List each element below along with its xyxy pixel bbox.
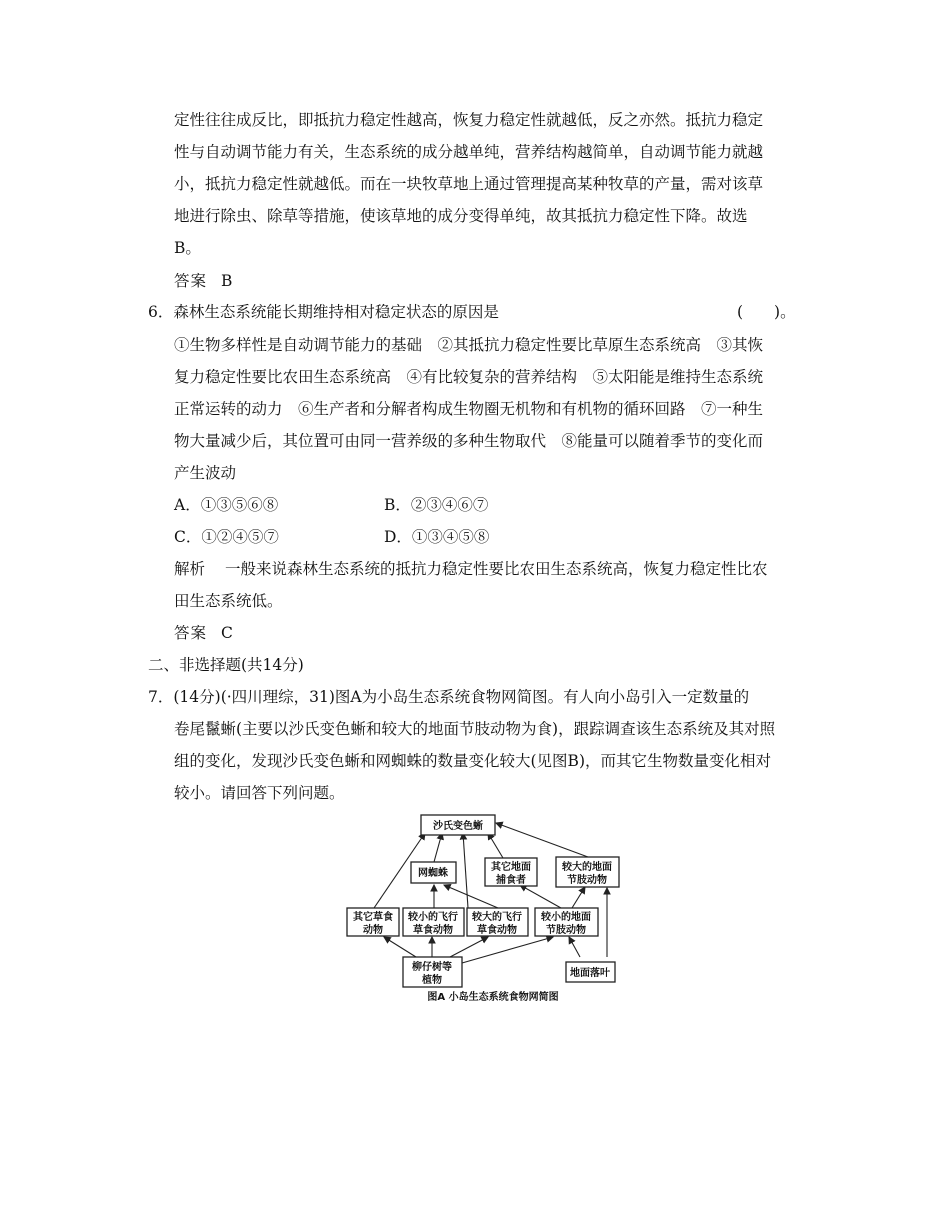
node-spider xyxy=(411,862,456,883)
option-b: B．②③④⑥⑦ xyxy=(384,496,489,514)
svg-text:植物: 植物 xyxy=(422,975,442,986)
analysis-label: 解析 xyxy=(174,560,206,578)
answer-value: C xyxy=(221,624,233,642)
question-7-body: 较小。请回答下列问题。 xyxy=(174,784,345,802)
svg-text:较大的飞行: 较大的飞行 xyxy=(472,912,522,923)
node-other-herbivores xyxy=(347,908,399,936)
svg-text:网蜘蛛: 网蜘蛛 xyxy=(418,868,448,879)
svg-text:较大的地面: 较大的地面 xyxy=(562,862,612,873)
option-d: D．①③④⑤⑧ xyxy=(384,528,490,546)
question-number: 6． xyxy=(148,303,174,321)
svg-text:节肢动物: 节肢动物 xyxy=(546,925,586,936)
question-6-body: 正常运转的动力 ⑥生产者和分解者构成生物圈无机物和有机物的循环回路 ⑦一种生 xyxy=(174,400,764,418)
answer-blank: ( )。 xyxy=(737,303,796,321)
q5-explanation-line: 小，抵抗力稳定性就越低。而在一块牧草地上通过管理提高某种牧草的产量，需对该草 xyxy=(174,175,764,193)
food-web-arrows xyxy=(374,823,607,963)
svg-text:草食动物: 草食动物 xyxy=(477,925,517,936)
svg-text:节肢动物: 节肢动物 xyxy=(567,875,607,886)
q5-explanation-line: 定性往往成反比，即抵抗力稳定性越高，恢复力稳定性就越低，反之亦然。抵抗力稳定 xyxy=(174,111,764,129)
svg-text:较小的地面: 较小的地面 xyxy=(541,912,591,923)
q5-explanation-line: 地进行除虫、除草等措施，使该草地的成分变得单纯，故其抵抗力稳定性下降。故选 xyxy=(174,207,748,225)
node-small-flying-herbivores xyxy=(403,908,464,936)
svg-text:地面落叶: 地面落叶 xyxy=(570,968,610,979)
svg-text:较小的飞行: 较小的飞行 xyxy=(408,912,458,923)
question-7-body: 组的变化，发现沙氏变色蜥和网蜘蛛的数量变化较大(见图B)，而其它生物数量变化相对 xyxy=(174,752,771,770)
node-small-ground-arthropods xyxy=(535,908,598,936)
question-6-body: ①生物多样性是自动调节能力的基础 ②其抵抗力稳定性要比草原生态系统高 ③其恢 xyxy=(174,336,764,354)
node-large-ground-arthropods xyxy=(556,857,619,887)
question-6-body: 产生波动 xyxy=(174,464,237,482)
svg-text:草食动物: 草食动物 xyxy=(413,925,453,936)
node-large-flying-herbivores xyxy=(467,908,528,936)
q5-explanation-line: B。 xyxy=(174,239,201,257)
svg-text:柳仔树等: 柳仔树等 xyxy=(412,962,452,973)
svg-text:沙氏变色蜥: 沙氏变色蜥 xyxy=(433,821,483,832)
option-c: C．①②④⑤⑦ xyxy=(174,528,279,546)
answer-value: B xyxy=(221,272,233,290)
svg-text:其它草食: 其它草食 xyxy=(353,912,393,923)
question-6-body: 复力稳定性要比农田生态系统高 ④有比较复杂的营养结构 ⑤太阳能是维持生态系统 xyxy=(174,368,764,386)
question-7-body: 卷尾鬣蜥(主要以沙氏变色蜥和较大的地面节肢动物为食)，跟踪调查该生态系统及其对照 xyxy=(174,720,776,738)
q5-explanation-line: 性与自动调节能力有关，生态系统的成分越单纯，营养结构越简单，自动调节能力就越 xyxy=(174,143,764,161)
option-a: A．①③⑤⑥⑧ xyxy=(174,496,279,514)
question-text: (14分)(·四川理综，31)图A为小岛生态系统食物网简图。有人向小岛引入一定数量的 xyxy=(173,688,750,706)
node-other-ground-predators xyxy=(485,858,537,886)
section-heading: 二、非选择题(共14分) xyxy=(148,656,304,674)
svg-text:捕食者: 捕食者 xyxy=(496,875,526,886)
node-lizard xyxy=(421,815,495,835)
question-number: 7． xyxy=(148,688,174,706)
question-text: 森林生态系统能长期维持相对稳定状态的原因是 xyxy=(173,303,499,321)
svg-text:其它地面: 其它地面 xyxy=(491,862,531,873)
figure-caption: 图A 小岛生态系统食物网简图 xyxy=(427,992,559,1003)
question-6-body: 物大量减少后，其位置可由同一营养级的多种生物取代 ⑧能量可以随着季节的变化而 xyxy=(174,432,764,450)
analysis-text: 一般来说森林生态系统的抵抗力稳定性要比农田生态系统高，恢复力稳定性比农 xyxy=(225,560,768,578)
answer-label: 答案 xyxy=(174,272,208,290)
node-ground-litter xyxy=(566,962,615,982)
node-willow-plants xyxy=(403,957,462,987)
answer-label: 答案 xyxy=(174,624,208,642)
q6-analysis: 田生态系统低。 xyxy=(174,592,283,610)
svg-text:动物: 动物 xyxy=(363,925,383,936)
